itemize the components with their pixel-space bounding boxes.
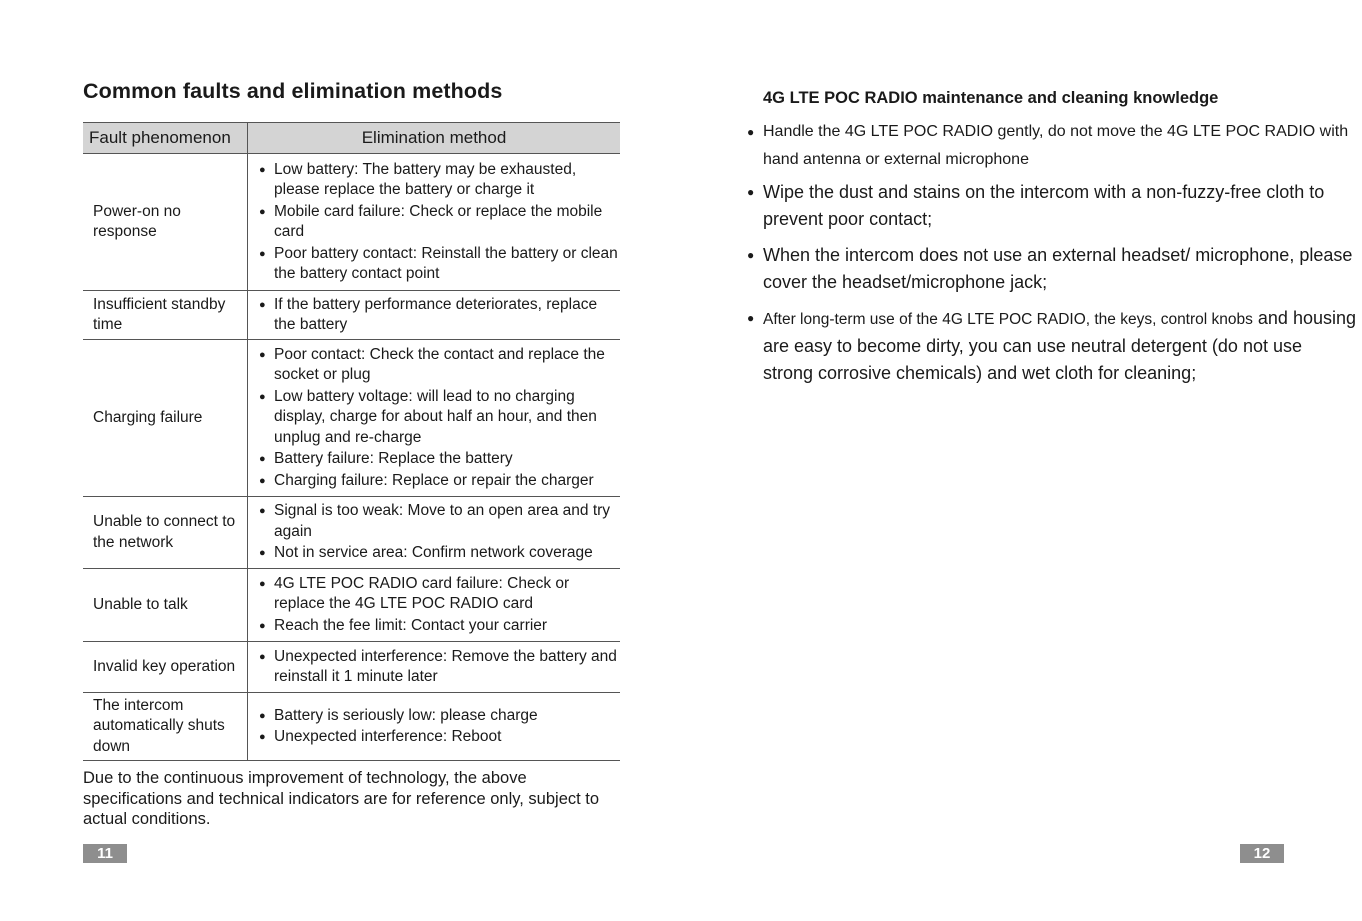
method-list xyxy=(259,647,620,688)
method-item: ● Poor contact: Check the contact and replace the socket or plug xyxy=(259,345,620,386)
table-row xyxy=(83,291,620,340)
table-row xyxy=(83,154,620,291)
method-item: ● Poor battery contact: Reinstall the battery or clean the battery contact point xyxy=(259,244,620,285)
page-number: 12 xyxy=(1240,844,1284,863)
method-item: ● Not in service area: Confirm network coverage xyxy=(259,543,620,564)
tip-item: ● When the intercom does not use an external headset/ microphone, please cover the headset/microphone jack; xyxy=(747,242,1357,296)
tip-item: ● Handle the 4G LTE POC RADIO gently, do not move the 4G LTE POC RADIO with hand antenna or external microphone xyxy=(747,118,1357,174)
method-item: ● Battery is seriously low: please charge xyxy=(259,706,620,727)
method-list xyxy=(259,345,620,492)
page-number: 11 xyxy=(83,844,127,863)
fault-cell: Insufficient standby time xyxy=(83,291,248,340)
tip-rest-text: and housing are easy to become dirty, you can use neutral detergent (do not use strong corrosive chemicals) and wet cloth for cleaning; xyxy=(763,308,1356,383)
method-item: ● Reach the fee limit: Contact your carrier xyxy=(259,616,620,637)
method-cell xyxy=(248,154,621,291)
tip-lead-text: After long-term use of the 4G LTE POC RADIO, the keys, control knobs xyxy=(763,311,1253,328)
fault-cell: Unable to talk xyxy=(83,569,248,642)
method-item: ● Battery failure: Replace the battery xyxy=(259,449,620,470)
table-row xyxy=(83,497,620,569)
table-row xyxy=(83,642,620,693)
method-item: ● Unexpected interference: Reboot xyxy=(259,727,620,748)
fault-cell: The intercom automatically shuts down xyxy=(83,693,248,761)
table-row xyxy=(83,569,620,642)
tip-item: ● Wipe the dust and stains on the intercom with a non-fuzzy-free cloth to prevent poor contact; xyxy=(747,179,1357,233)
tip-item xyxy=(747,305,1357,387)
fault-cell: Power-on no response xyxy=(83,154,248,291)
method-item: ● Signal is too weak: Move to an open area and try again xyxy=(259,501,620,542)
method-cell xyxy=(248,291,621,340)
method-item: ● Low battery: The battery may be exhausted, please replace the battery or charge it xyxy=(259,160,620,201)
section-title: 4G LTE POC RADIO maintenance and cleaning knowledge xyxy=(763,89,1219,107)
method-item: ● Mobile card failure: Check or replace the mobile card xyxy=(259,202,620,243)
fault-cell: Unable to connect to the network xyxy=(83,497,248,569)
method-item: ● Low battery voltage: will lead to no charging display, charge for about half an hour, and then unplug and re-charge xyxy=(259,387,620,449)
right-page xyxy=(681,0,1362,921)
header-elimination-method: Elimination method xyxy=(248,123,621,154)
method-list xyxy=(259,295,620,336)
maintenance-tips-list xyxy=(747,118,1357,387)
table-header-row xyxy=(83,123,620,154)
method-list xyxy=(259,501,620,564)
table-row xyxy=(83,693,620,761)
method-list xyxy=(259,160,620,285)
header-fault-phenomenon: Fault phenomenon xyxy=(83,123,248,154)
method-item: ● If the battery performance deteriorates, replace the battery xyxy=(259,295,620,336)
method-list xyxy=(259,574,620,637)
faults-table xyxy=(83,122,620,761)
page-title: Common faults and elimination methods xyxy=(83,79,503,103)
fault-cell: Invalid key operation xyxy=(83,642,248,693)
fault-cell: Charging failure xyxy=(83,340,248,497)
method-item: ● Unexpected interference: Remove the battery and reinstall it 1 minute later xyxy=(259,647,620,688)
method-list xyxy=(259,706,620,748)
method-cell xyxy=(248,642,621,693)
disclaimer-text: Due to the continuous improvement of technology, the above specifications and technical indicators are for reference only, subject to actual conditions. xyxy=(83,769,600,828)
table-row xyxy=(83,340,620,497)
method-item: ● 4G LTE POC RADIO card failure: Check or replace the 4G LTE POC RADIO card xyxy=(259,574,620,615)
method-cell xyxy=(248,497,621,569)
method-cell xyxy=(248,569,621,642)
method-item: ● Charging failure: Replace or repair the charger xyxy=(259,471,620,492)
method-cell xyxy=(248,340,621,497)
method-cell xyxy=(248,693,621,761)
